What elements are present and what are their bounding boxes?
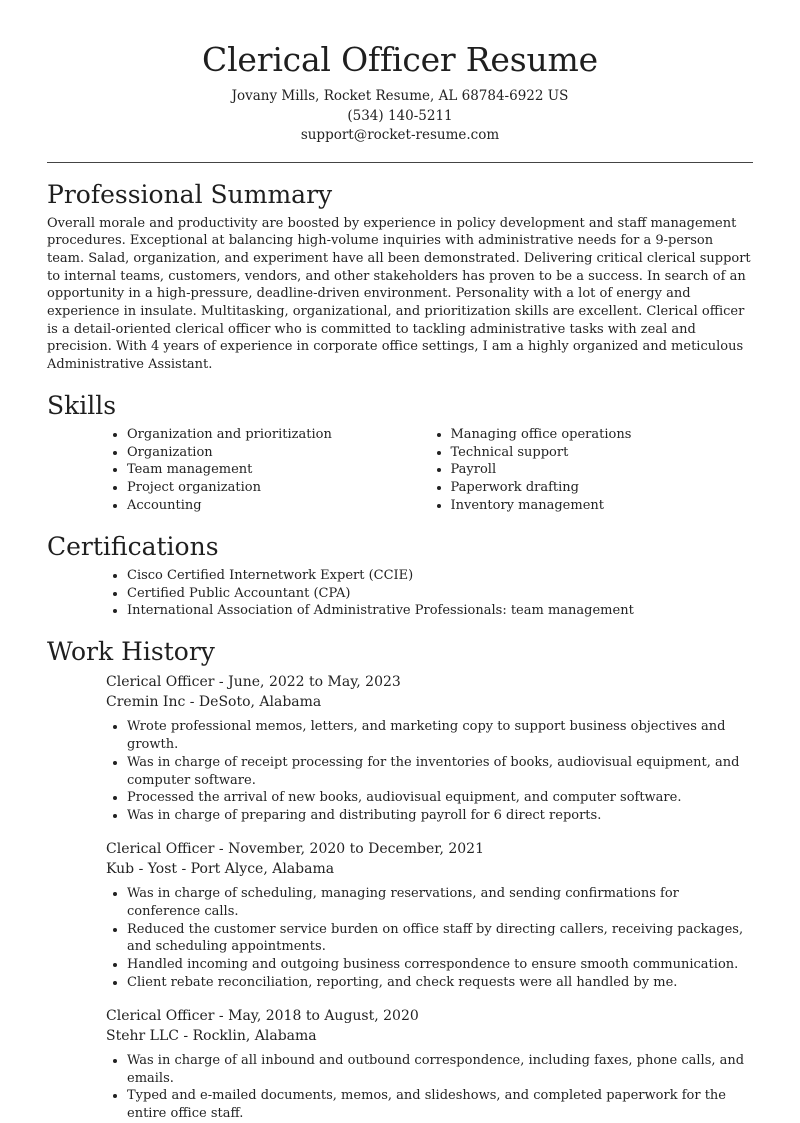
job-company-line: Cremin Inc - DeSoto, Alabama [106,694,322,711]
page-title: Clerical Officer Resume [202,40,598,79]
job-bullet-list [106,718,753,825]
contact-phone: (534) 140-5211 [347,107,453,124]
job-bullet: • Was in charge of scheduling, managing reservations, and sending confirmations for conference calls. [127,885,753,921]
certifications-list [106,567,753,620]
job-bullet: • Processed the arrival of new books, audiovisual equipment, and computer software. [127,789,753,807]
certifications-section [0,532,800,620]
skills-grid [106,426,753,515]
job-entry [106,1006,753,1123]
header-divider [47,162,753,163]
job-bullet: • Typed and e-mailed documents, memos, and slideshows, and completed paperwork for the entire office staff. [127,1087,753,1123]
skill-item: • Accounting [127,497,430,515]
skill-item: • Organization and prioritization [127,426,430,444]
job-bullet: • Reduced the customer service burden on office staff by directing callers, receiving packages, and scheduling appointments. [127,921,753,957]
certification-item: • Cisco Certified Internetwork Expert (CCIE) [127,567,753,585]
job-company-line: Kub - Yost - Port Alyce, Alabama [106,860,335,877]
work-history-heading: Work History [47,637,215,667]
skill-item: • Inventory management [451,497,754,515]
certification-item: • International Association of Administrative Professionals: team management [127,602,753,620]
job-bullet: • Was in charge of all inbound and outbound correspondence, including faxes, phone calls, and emails. [127,1052,753,1088]
contact-email[interactable]: support@rocket-resume.com [300,127,500,143]
job-bullet: • Handled incoming and outgoing business correspondence to ensure smooth communication. [127,956,753,974]
skill-item: • Managing office operations [451,426,754,444]
job-bullet-list [106,885,753,992]
job-bullet: • Client rebate reconciliation, reporting, and check requests were all handled by me. [127,974,753,992]
certifications-heading: Certifications [47,531,219,561]
job-bullet: • Was in charge of receipt processing for the inventories of books, audiovisual equipment, and computer software. [127,754,753,790]
certification-item: • Certified Public Accountant (CPA) [127,585,753,603]
skills-section [0,391,800,515]
skills-right-list [430,426,754,515]
resume-header [0,0,800,146]
job-entry [106,672,753,825]
summary-text: Overall morale and productivity are boosted by experience in policy development and staff management procedures. Exceptional at balancing high-volume inquiries with administrative needs for a 9-person team. Salad, organization, and experiment have all been demonstrated. Delivering critical clerical support to internal teams, customers, vendors, and other stakeholders has proven to be a success. In search of an opportunity in a high-pressure, deadline-driven environment. Personality with a lot of energy and experience in insulate. Multitasking, organizational, and prioritization skills are excellent. Clerical officer is a detail-oriented clerical officer who is committed to tackling administrative tasks with zeal and precision. With 4 years of experience in corporate office settings, I am a highly organized and meticulous Administrative Assistant. [47,215,751,373]
skill-item: • Paperwork drafting [451,479,754,497]
summary-section [0,180,800,374]
skill-item: • Project organization [127,479,430,497]
summary-heading: Professional Summary [47,179,333,209]
job-bullet: • Was in charge of preparing and distributing payroll for 6 direct reports. [127,807,753,825]
skill-item: • Team management [127,461,430,479]
skill-item: • Payroll [451,461,754,479]
job-title-line: Clerical Officer - November, 2020 to December, 2021 [106,840,484,857]
skill-item: • Technical support [451,444,754,462]
job-title-line: Clerical Officer - June, 2022 to May, 2023 [106,674,401,691]
job-bullet: • Wrote professional memos, letters, and marketing copy to support business objectives and growth. [127,718,753,754]
skills-left-list [106,426,430,515]
skill-item: • Organization [127,444,430,462]
job-entry [106,839,753,992]
contact-address: Jovany Mills, Rocket Resume, AL 68784-6922 US [231,88,569,104]
job-title-line: Clerical Officer - May, 2018 to August, 2020 [106,1007,419,1024]
job-bullet-list [106,1052,753,1123]
skills-heading: Skills [47,390,117,420]
job-company-line: Stehr LLC - Rocklin, Alabama [106,1027,317,1044]
work-history-section [0,637,800,1123]
